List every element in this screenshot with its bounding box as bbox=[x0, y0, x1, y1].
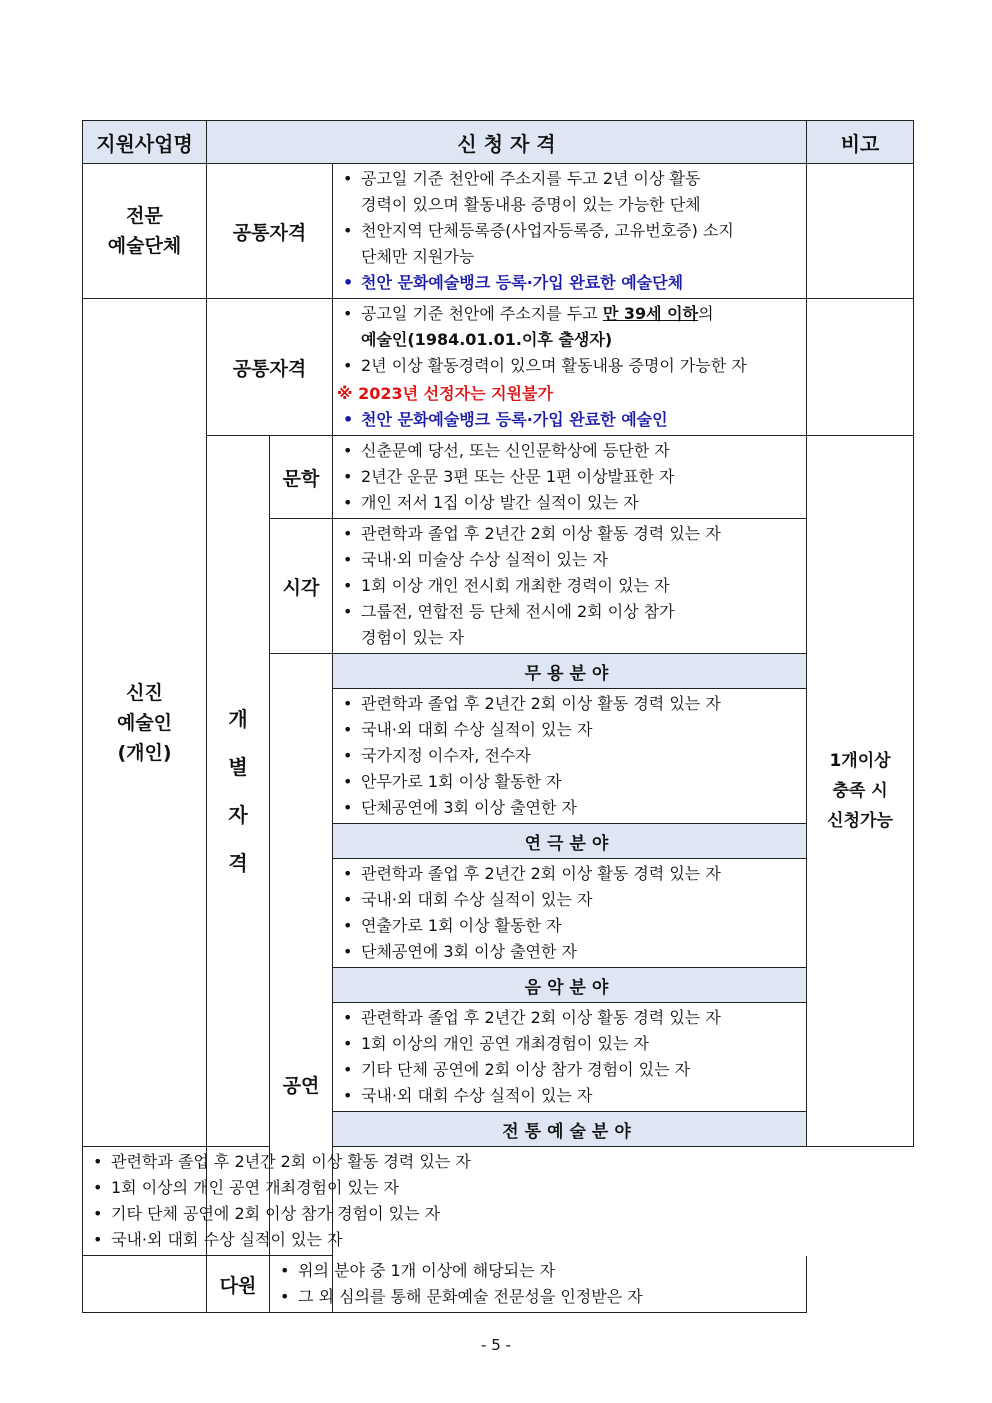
music-items bbox=[333, 1003, 807, 1112]
individual-qualification-label: 개 별 자 격 bbox=[207, 436, 270, 1147]
remark-note: 1개이상 충족 시 신청가능 bbox=[807, 436, 914, 1147]
list-item: • 공고일 기준 천안에 주소지를 두고 만 39세 이하의 예술인(1984.01.01.이후 출생자) bbox=[339, 301, 802, 353]
list-item: • 위의 분야 중 1개 이상에 해당되는 자 bbox=[276, 1258, 328, 1284]
program-professional bbox=[83, 164, 207, 299]
list-item: • 그룹전, 연합전 등 단체 전시에 2회 이상 참가 경험이 있는 자 bbox=[339, 599, 802, 651]
notice-text: ※ 2023년 선정자는 지원불가 bbox=[337, 384, 553, 403]
list-item: • 공고일 기준 천안에 주소지를 두고 2년 이상 활동 경력이 있으며 활동내용 증명이 있는 가능한 단체 bbox=[339, 166, 802, 218]
page-number: - 5 - bbox=[481, 1336, 511, 1354]
list-item: • 천안 문화예술뱅크 등록·가입 완료한 예술단체 bbox=[339, 270, 802, 296]
dance-heading: 무용분야 bbox=[333, 654, 807, 689]
individual-qualification-continued bbox=[83, 1256, 207, 1313]
field-literature: 문학 bbox=[270, 436, 333, 519]
header-eligibility: 신 청 자 격 bbox=[207, 121, 807, 164]
list-item: • 천안 문화예술뱅크 등록·가입 완료한 예술인 bbox=[339, 407, 802, 433]
list-item: • 신춘문예 당선, 또는 신인문학상에 등단한 자 bbox=[339, 438, 802, 464]
list-item: • 단체공연에 3회 이상 출연한 자 bbox=[339, 795, 802, 821]
field-multidisciplinary: 다원 bbox=[207, 1256, 270, 1313]
list-item: • 기타 단체 공연에 2회 이상 참가 경험이 있는 자 bbox=[339, 1057, 802, 1083]
list-item: • 그 외 심의를 통해 문화예술 전문성을 인정받은 자 bbox=[276, 1284, 328, 1310]
header-remark: 비고 bbox=[807, 121, 914, 164]
program-emerging bbox=[83, 299, 207, 1147]
list-item: • 기타 단체 공연에 2회 이상 참가 경험이 있는 자 bbox=[89, 1201, 202, 1227]
list-item: • 단체공연에 3회 이상 출연한 자 bbox=[339, 939, 802, 965]
label-line: 신진 bbox=[126, 681, 163, 704]
list-item: • 관련학과 졸업 후 2년간 2회 이상 활동 경력 있는 자 bbox=[339, 691, 802, 717]
label-line: 예술단체 bbox=[107, 235, 182, 257]
remark-empty bbox=[807, 164, 914, 299]
list-item: • 1회 이상의 개인 공연 개최경험이 있는 자 bbox=[339, 1031, 802, 1057]
field-performance: 공연 bbox=[270, 654, 333, 1256]
music-heading: 음악분야 bbox=[333, 968, 807, 1003]
common-qualification-label: 공통자격 bbox=[207, 299, 333, 436]
common-qualification-label: 공통자격 bbox=[207, 164, 333, 299]
dance-items bbox=[333, 689, 807, 824]
eligibility-table bbox=[82, 120, 914, 1313]
traditional-items bbox=[83, 1147, 471, 1256]
literature-items bbox=[333, 436, 807, 519]
visual-items bbox=[333, 519, 807, 654]
professional-items bbox=[333, 164, 807, 299]
remark-empty bbox=[807, 299, 914, 436]
list-item: • 안무가로 1회 이상 활동한 자 bbox=[339, 769, 802, 795]
list-item: • 2년 이상 활동경력이 있으며 활동내용 증명이 가능한 자 bbox=[339, 353, 802, 379]
list-item: • 국가지정 이수자, 전수자 bbox=[339, 743, 802, 769]
list-item: • 관련학과 졸업 후 2년간 2회 이상 활동 경력 있는 자 bbox=[339, 1005, 802, 1031]
list-item: • 개인 저서 1집 이상 발간 실적이 있는 자 bbox=[339, 490, 802, 516]
list-item: • 관련학과 졸업 후 2년간 2회 이상 활동 경력 있는 자 bbox=[339, 861, 802, 887]
field-visual: 시각 bbox=[270, 519, 333, 654]
list-item: • 국내·외 대회 수상 실적이 있는 자 bbox=[339, 1083, 802, 1109]
list-item: • 1회 이상의 개인 공연 개최경험이 있는 자 bbox=[89, 1175, 202, 1201]
list-item: • 국내·외 대회 수상 실적이 있는 자 bbox=[89, 1227, 202, 1253]
label-line: 예술인 bbox=[116, 711, 173, 734]
list-item: • 천안지역 단체등록증(사업자등록증, 고유번호증) 소지 단체만 지원가능 bbox=[339, 218, 802, 270]
header-program: 지원사업명 bbox=[83, 121, 207, 164]
label-line: 전문 bbox=[126, 205, 163, 227]
list-item: • 1회 이상 개인 전시회 개최한 경력이 있는 자 bbox=[339, 573, 802, 599]
label-line: (개인) bbox=[117, 741, 172, 764]
multi-items bbox=[270, 1256, 643, 1313]
list-item: • 국내·외 대회 수상 실적이 있는 자 bbox=[339, 887, 802, 913]
traditional-heading: 전통예술분야 bbox=[333, 1112, 807, 1147]
list-item: • 관련학과 졸업 후 2년간 2회 이상 활동 경력 있는 자 bbox=[339, 521, 802, 547]
list-item: • 관련학과 졸업 후 2년간 2회 이상 활동 경력 있는 자 bbox=[89, 1149, 202, 1175]
list-item: • 국내·외 대회 수상 실적이 있는 자 bbox=[339, 717, 802, 743]
list-item: • 국내·외 미술상 수상 실적이 있는 자 bbox=[339, 547, 802, 573]
theater-heading: 연극분야 bbox=[333, 824, 807, 859]
emerging-common-items bbox=[333, 299, 807, 436]
theater-items bbox=[333, 859, 807, 968]
list-item: • 연출가로 1회 이상 활동한 자 bbox=[339, 913, 802, 939]
list-item: • 2년간 운문 3편 또는 산문 1편 이상발표한 자 bbox=[339, 464, 802, 490]
